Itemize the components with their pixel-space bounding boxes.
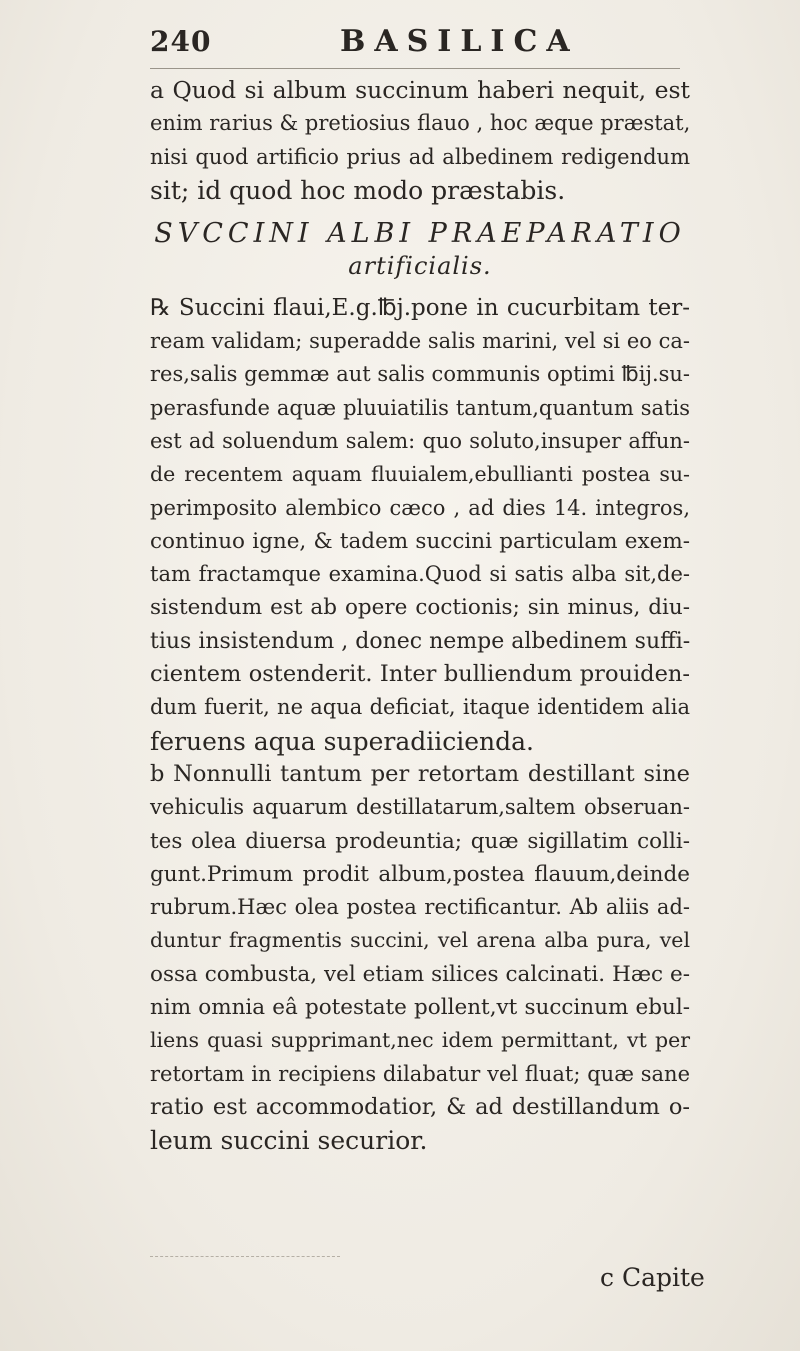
text-line: vehiculis aquarum destillatarum,saltem obseruan- — [150, 795, 690, 820]
bottom-rule — [150, 1256, 340, 1257]
text-line: de recentem aquam fluuialem,ebullianti postea su- — [150, 462, 690, 487]
text-line: nisi quod artificio prius ad albedinem redigendum — [150, 144, 690, 169]
body-text — [150, 74, 690, 1158]
text-line: cientem ostenderit. Inter bulliendum prouiden- — [150, 661, 690, 688]
text-line: b Nonnulli tantum per retortam destillant sine — [150, 760, 690, 787]
text-line: perimposito alembico cæco , ad dies 14. integros, — [150, 495, 690, 520]
text-line: perasfunde aquæ pluuiatilis tantum,quantum satis — [150, 395, 690, 420]
text-line: est ad soluendum salem: quo soluto,insuper affun- — [150, 428, 690, 453]
text-line: nim omnia eâ potestate pollent,vt succinum ebul- — [150, 995, 690, 1021]
page-number: 240 — [150, 25, 212, 58]
text-line: ream validam; superadde salis marini, vel si eo ca- — [150, 329, 690, 354]
text-line: liens quasi supprimant,nec idem permittant, vt per — [150, 1028, 690, 1053]
text-line: dum fuerit, ne aqua deficiat, itaque identidem alia — [150, 695, 690, 720]
text-line: duntur fragmentis succini, vel arena alba pura, vel — [150, 928, 690, 953]
text-line: sit; id quod hoc modo præstabis. — [150, 175, 566, 205]
text-line: rubrum.Hæc olea postea rectificantur. Ab aliis ad- — [150, 895, 690, 920]
text-line: tius insistendum , donec nempe albedinem suffi- — [150, 628, 691, 654]
note-b — [150, 758, 690, 1158]
text-line: continuo igne, & tadem succini particulam exem- — [150, 528, 690, 554]
text-line: ratio est accommodatior, & ad destillandum o- — [150, 1093, 690, 1120]
text-line: gunt.Primum prodit album,postea flauum,deinde — [150, 861, 690, 887]
section-subtitle: artificialis. — [348, 252, 492, 281]
note-a — [150, 74, 690, 207]
page-header — [150, 24, 680, 69]
catchword: c Capite — [600, 1263, 705, 1292]
text-line: res,salis gemmæ aut salis communis optimi ℔ij.su- — [150, 362, 691, 387]
text-line: feruens aqua superadiicienda. — [150, 726, 534, 756]
running-head: BASILICA — [340, 24, 579, 59]
recipe-paragraph — [150, 292, 690, 758]
text-line: ossa combusta, vel etiam silices calcinati. Hæc e- — [150, 961, 690, 987]
text-line: a Quod si album succinum haberi nequit, est — [150, 76, 690, 104]
text-line: sistendum est ab opere coctionis; sin minus, diu- — [150, 595, 690, 621]
text-line: retortam in recipiens dilabatur vel fluat; quæ sane — [150, 1061, 690, 1086]
text-line: tes olea diuersa prodeuntia; quæ sigillatim colli- — [150, 828, 690, 854]
section-title: SVCCINI ALBI PRAEPARATIO — [154, 218, 686, 250]
text-line: tam fractamque examina.Quod si satis alba sit,de- — [150, 562, 690, 587]
text-line: enim rarius & pretiosius flauo , hoc æque præstat, — [150, 111, 691, 136]
text-line: leum succini securior. — [150, 1126, 428, 1156]
text-line: ℞ Succini flaui,E.g.℔j.pone in cucurbitam ter- — [150, 294, 690, 321]
